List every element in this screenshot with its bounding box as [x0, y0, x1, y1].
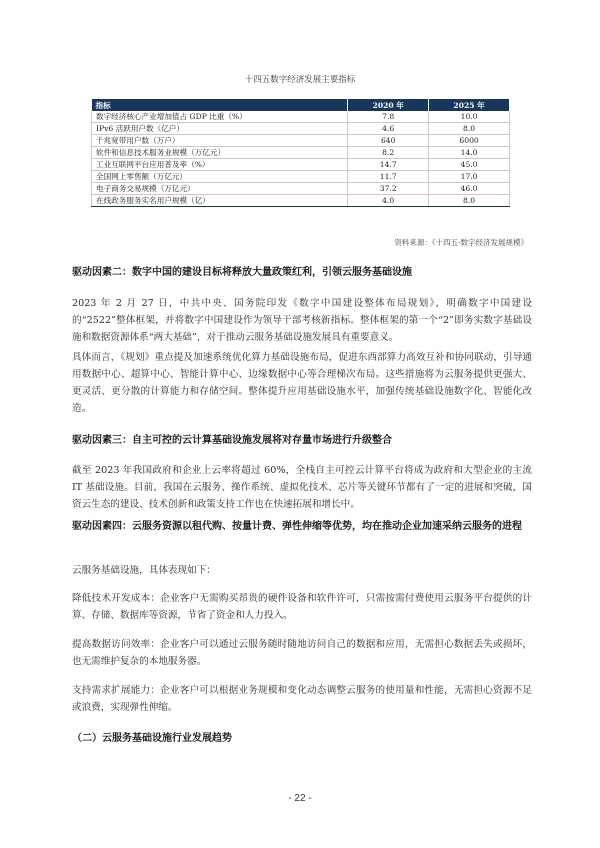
table-cell: 工业互联网平台应用普及率（%）	[92, 159, 348, 171]
table-caption: 十四五数字经济发展主要指标	[244, 75, 356, 85]
table-header-cell: 2020 年	[348, 99, 429, 111]
table-cell: 11.7	[348, 171, 429, 183]
table-source-note: 资料来源：《十四五·数字经济发展规模》	[394, 238, 528, 247]
table-header-cell: 2025 年	[429, 99, 510, 111]
table-cell: 8.0	[429, 195, 510, 207]
table-cell: 7.8	[348, 111, 429, 123]
table-cell: 8.2	[348, 147, 429, 159]
table-cell: 14.0	[429, 147, 510, 159]
table-cell: 软件和信息技术服务业规模（万亿元）	[92, 147, 348, 159]
table-cell: 8.0	[429, 123, 510, 135]
table-row	[92, 135, 510, 147]
paragraph-driver-two-a: 2023 年 2 月 27 日，中共中央、国务院印发《数字中国建设整体布局规划》，明确数字中国建设的“2522”整体框架，并将数字中国建设作为领导干部考核新指标。整体框架的第一个“2”即务实数字基础设施和数据资源体系“两大基础”，对于推动云服务基础设施发展具有重要意义。	[72, 298, 532, 343]
table-cell: 17.0	[429, 171, 510, 183]
paragraph-scalability: 支持需求扩展能力：企业客户可以根据业务规模和变化动态调整云服务的使用量和性能，无需担心资源不足或浪费，实现弹性伸缩。	[72, 685, 532, 713]
table-cell: 4.6	[348, 123, 429, 135]
paragraph-driver-four-intro: 云服务基础设施，具体表现如下：	[72, 565, 216, 576]
table-cell: 640	[348, 135, 429, 147]
paragraph-lower-cost: 降低技术开发成本：企业客户无需购买昂贵的硬件设备和软件许可，只需按需付费使用云服务平台提供的计算、存储、数据库等资源，节省了资金和人力投入。	[72, 593, 532, 621]
table-cell: 6000	[429, 135, 510, 147]
table-cell: 10.0	[429, 111, 510, 123]
table-cell: 14.7	[348, 159, 429, 171]
table-cell: IPv6 活跃用户数（亿户）	[92, 123, 348, 135]
indicator-table	[91, 99, 510, 207]
table-cell: 37.2	[348, 183, 429, 195]
heading-driver-three: 驱动因素三：自主可控的云计算基础设施发展将对存量市场进行升级整合	[72, 435, 392, 446]
table-cell: 4.0	[348, 195, 429, 207]
table-row	[92, 171, 510, 183]
table-row	[92, 159, 510, 171]
heading-driver-four: 驱动因素四：云服务资源以租代购、按量计费、弹性伸缩等优势，均在推动企业加速采纳云服务的进程	[72, 521, 522, 532]
heading-driver-two: 驱动因素二：数字中国的建设目标将释放大量政策红利，引领云服务基础设施	[72, 267, 412, 278]
table-row	[92, 123, 510, 135]
table-row	[92, 111, 510, 123]
table-row	[92, 195, 510, 207]
table-header-row	[92, 99, 510, 111]
table-cell: 数字经济核心产业增加值占 GDP 比重（%）	[92, 111, 348, 123]
table-cell: 45.0	[429, 159, 510, 171]
table-cell: 在线政务服务实名用户规模（亿）	[92, 195, 348, 207]
table-cell: 千兆宽带用户数（万户）	[92, 135, 348, 147]
page-number: - 22 -	[288, 793, 312, 804]
paragraph-driver-three: 截至 2023 年我国政府和企业上云率将超过 60%，全栈自主可控云计算平台将成为政府和大型企业的主流 IT 基础设施。目前，我国在云服务、操作系统、虚拟化技术、芯片等关键环节都有了一定的进展和突破，国资云生态的建设、技术创新和政策支持工作也在快速拓展和增长中。	[72, 465, 532, 510]
heading-industry-trends: （二）云服务基础设施行业发展趋势	[72, 733, 232, 744]
table-row	[92, 183, 510, 195]
table-header-cell: 指标	[92, 99, 348, 111]
table-cell: 全国网上零售额（万亿元）	[92, 171, 348, 183]
paragraph-driver-two-b: 具体而言，《规划》重点提及加速系统优化算力基础设施布局，促进东西部算力高效互补和协同联动，引导通用数据中心、超算中心、智能计算中心、边缘数据中心等合理梯次布局。这些措施将为云服务提供更强大、更灵活、更分散的计算能力和存储空间。整体提升应用基础设施水平，加强传统基础设施数字化、智能化改造。	[72, 352, 532, 414]
table-cell: 46.0	[429, 183, 510, 195]
table-cell: 电子商务交易规模（万亿元）	[92, 183, 348, 195]
paragraph-data-access: 提高数据访问效率：企业客户可以通过云服务随时随地访问自己的数据和应用，无需担心数据丢失或损坏，也无需维护复杂的本地服务器。	[72, 639, 532, 667]
table-row	[92, 147, 510, 159]
